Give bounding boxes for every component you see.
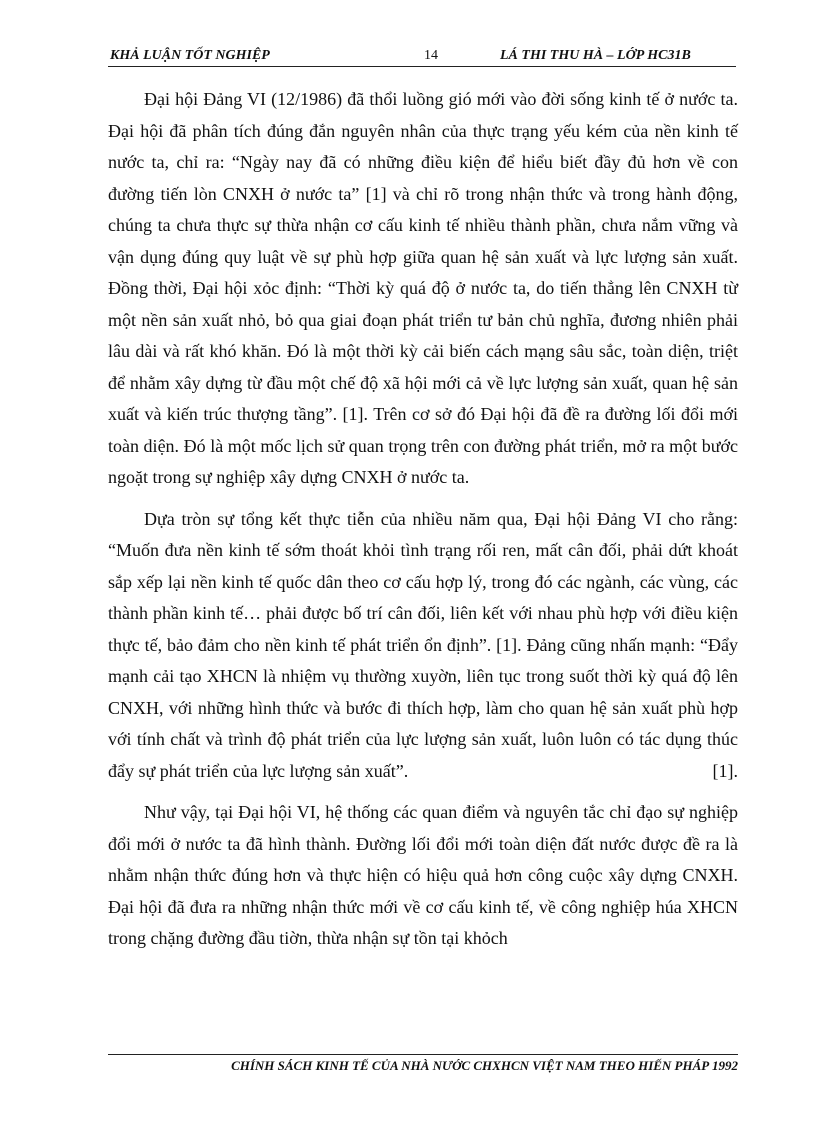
paragraph-3: Như vậy, tại Đại hội VI, hệ thống các quan điểm và nguyên tắc chỉ đạo sự nghiệp đổi mới ở nước ta đã hình thành. Đường lối đổi mới toàn diện đất nước được đề ra là nhằm nhận thức đúng hơn và thực hiện có hiệu quả hơn công cuộc xây dựng CNXH. Đại hội đã đưa ra những nhận thức mới về cơ cấu kinh tế, về công nghiệp húa XHCN trong chặng đường đầu tiờn, thừa nhận sự tồn tại khỏch [108,802,738,948]
page-number: 14 [424,48,438,63]
footer-divider [108,1054,738,1055]
header-thesis-label: KHẢ LUẬN TỐT NGHIỆP [110,48,270,63]
page-footer: CHÍNH SÁCH KINH TẾ CỦA NHÀ NƯỚC CHXHCN VIỆT NAM THEO HIẾN PHÁP 1992 [231,1058,738,1073]
paragraph-2-text: Dựa tròn sự tổng kết thực tiễn của nhiều năm qua, Đại hội Đảng VI cho rằng: “Muốn đưa nền kinh tế sớm thoát khỏi tình trạng rối ren, mất cân đối, phải dứt khoát sắp xếp lại nền kinh tế quốc dân theo cơ cấu hợp lý, trong đó các ngành, các vùng, các thành phần kinh tế… phải được bố trí cân đối, liên kết với nhau phù hợp với điều kiện thực tế, bảo đảm cho nền kinh tế phát triển ổn định”. [1]. Đảng cũng nhấn mạnh: “Đẩy mạnh cải tạo XHCN là nhiệm vụ thường xuyờn, liên tục trong suốt thời kỳ quá độ lên CNXH, với những hình thức và bước đi thích hợp, làm cho quan hệ sản xuất phù hợp với tính chất và trình độ phát triển của lực lượng sản xuất, luôn luôn có tác dụng thúc đẩy sự phát triển của lực lượng sản xuất”. [108,508,738,781]
page-header [108,48,736,67]
paragraph-2 [108,504,738,788]
document-body [108,84,738,955]
paragraph-1: Đại hội Đảng VI (12/1986) đã thổi luồng gió mới vào đời sống kinh tế ở nước ta. Đại hội đã phân tích đúng đắn nguyên nhân của thực trạng yếu kém của nền kinh tế nước ta, chỉ ra: “Ngày nay đã có những điều kiện để hiểu biết đầy đủ hơn về con đường tiến lòn CNXH ở nước ta” [1] và chỉ rõ trong nhận thức và trong hành động, chúng ta chưa thực sự thừa nhận cơ cấu kinh tế nhiều thành phần, chưa nắm vững và vận dụng đúng quy luật về sự phù hợp giữa quan hệ sản xuất và lực lượng sản xuất. Đồng thời, Đại hội xỏc định: “Thời kỳ quá độ ở nước ta, do tiến thẳng lên CNXH từ một nền sản xuất nhỏ, bỏ qua giai đoạn phát triển tư bản chủ nghĩa, đương nhiên phải lâu dài và rất khó khăn. Đó là một thời kỳ cải biến cách mạng sâu sắc, toàn diện, triệt để nhằm xây dựng từ đầu một chế độ xã hội mới cả về lực lượng sản xuất, quan hệ sản xuất và kiến trúc thượng tầng”. [1]. Trên cơ sở đó Đại hội đã đề ra đường lối đổi mới toàn diện. Đó là một mốc lịch sử quan trọng trên con đường phát triển, mở ra một bước ngoặt trong sự nghiệp xây dựng CNXH ở nước ta. [108,89,738,487]
paragraph-2-citation: [1]. [712,760,738,781]
header-author: LÁ THI THU HÀ – LỚP HC31B [500,48,691,63]
